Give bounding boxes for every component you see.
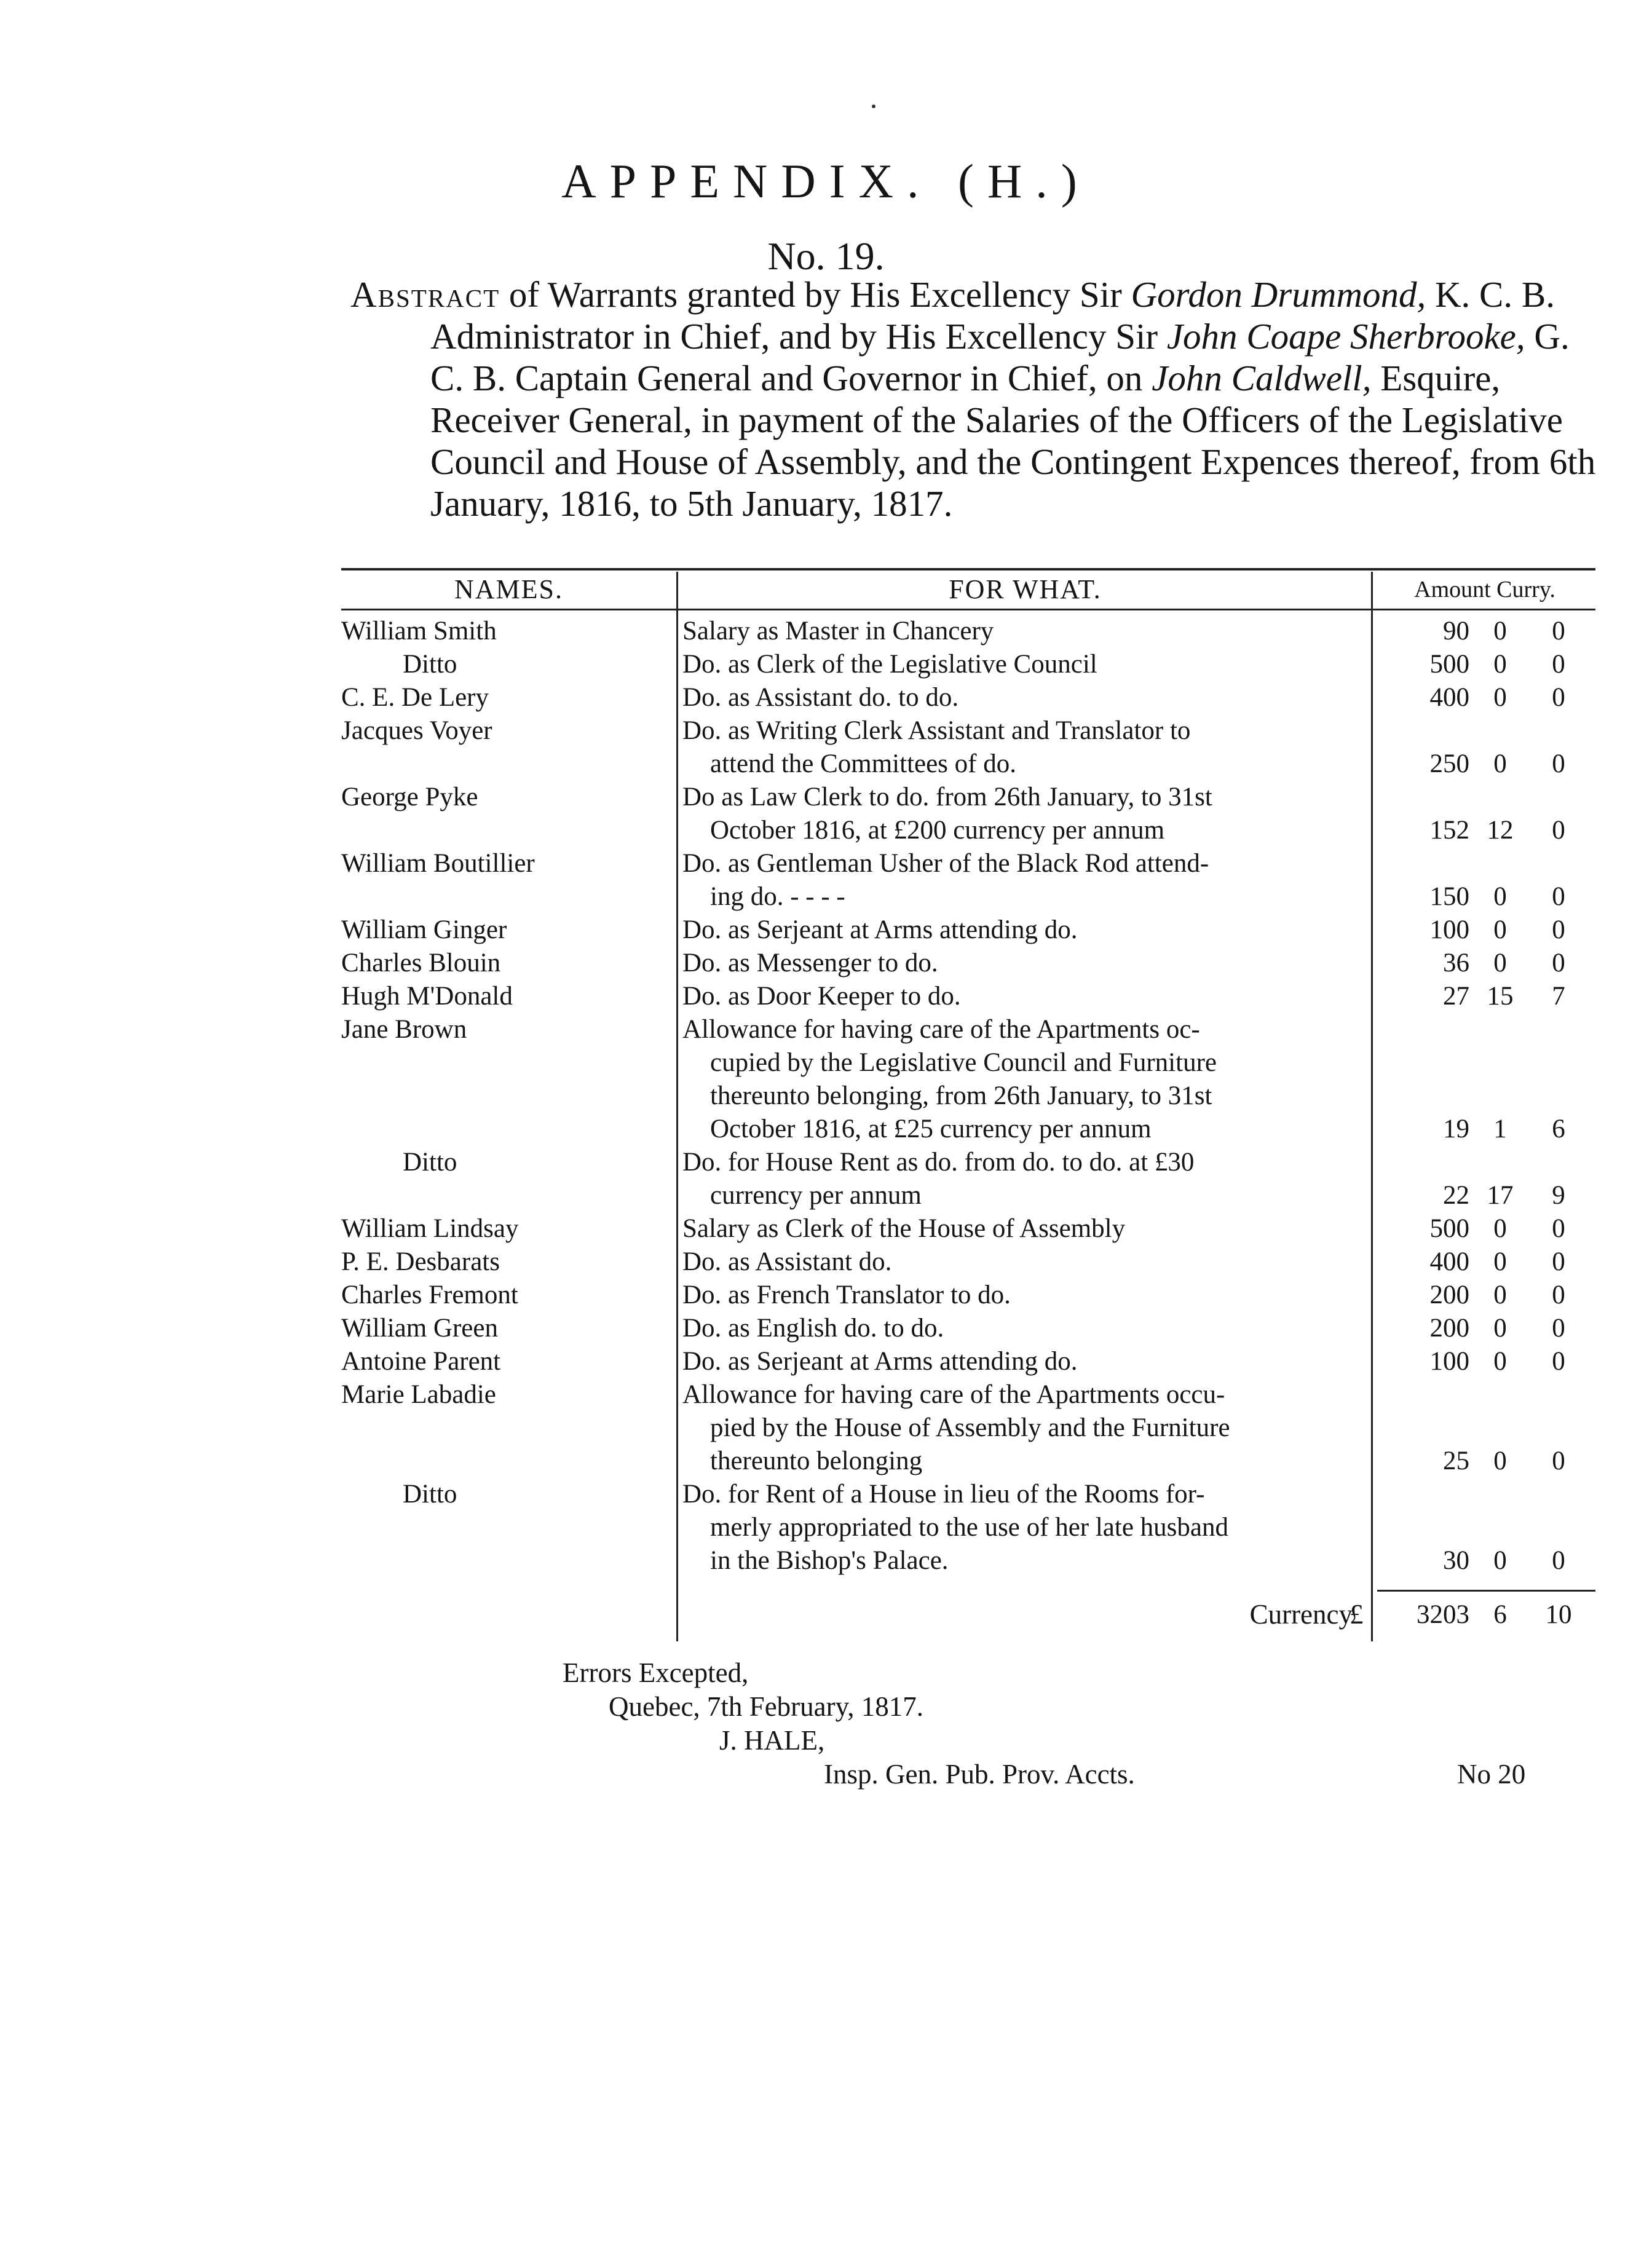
table-header-rule — [341, 609, 1595, 610]
row-description — [682, 947, 1368, 980]
row-description — [682, 1246, 1368, 1279]
description-line: October 1816, at £25 currency per annum — [710, 1115, 1152, 1143]
row-description — [682, 1212, 1368, 1246]
description-line: currency per annum — [710, 1181, 922, 1210]
row-description — [682, 1146, 1368, 1212]
signatory-title: Insp. Gen. Pub. Prov. Accts. — [824, 1759, 1135, 1790]
amount-pounds: 22 — [1443, 1181, 1469, 1210]
amount-shillings: 0 — [1493, 1546, 1507, 1575]
amount-shillings: 0 — [1493, 1247, 1507, 1276]
amount-pounds: 30 — [1443, 1546, 1469, 1575]
amount-pounds: 36 — [1443, 949, 1469, 977]
amount-pounds: 150 — [1429, 882, 1469, 911]
amount-shillings: 0 — [1493, 1281, 1507, 1309]
amount-pounds: 19 — [1443, 1115, 1469, 1143]
row-name: William Ginger — [341, 915, 507, 944]
description-line: Do as Law Clerk to do. from 26th January, to 31st — [682, 783, 1212, 811]
amount-pence: 9 — [1552, 1181, 1565, 1210]
amount-pounds: 152 — [1429, 816, 1469, 845]
amount-shillings: 15 — [1487, 982, 1514, 1011]
amount-shillings: 1 — [1493, 1115, 1507, 1143]
amount-pounds: 500 — [1429, 650, 1469, 679]
row-name: William Green — [341, 1314, 498, 1343]
abstract-paragraph — [350, 274, 1599, 524]
signatory: J. HALE, — [719, 1725, 825, 1756]
description-line: thereunto belonging, from 26th January, to 31st — [710, 1081, 1212, 1110]
row-name: Charles Fremont — [341, 1281, 518, 1309]
description-line: Do. as French Translator to do. — [682, 1281, 1011, 1309]
row-name: Marie Labadie — [341, 1380, 496, 1409]
amount-pounds: 400 — [1429, 683, 1469, 712]
description-line: Salary as Clerk of the House of Assembly — [682, 1214, 1126, 1243]
amount-pounds: 200 — [1429, 1281, 1469, 1309]
abstract-name-1: Gordon Drummond, — [1131, 274, 1426, 315]
amount-shillings: 12 — [1487, 816, 1514, 845]
abstract-text-1: of Warrants granted by His Excellency Sir — [500, 274, 1131, 315]
amount-shillings: 0 — [1493, 683, 1507, 712]
speck — [872, 105, 875, 108]
description-line: pied by the House of Assembly and the Furniture — [710, 1413, 1230, 1442]
row-description — [682, 615, 1368, 648]
abstract-name-3: John Caldwell, — [1152, 358, 1372, 398]
row-description — [682, 648, 1368, 681]
amount-shillings: 0 — [1493, 1314, 1507, 1343]
description-line: Do. as Serjeant at Arms attending do. — [682, 1347, 1078, 1376]
place-and-date: Quebec, 7th February, 1817. — [609, 1691, 923, 1722]
amount-shillings: 17 — [1487, 1181, 1514, 1210]
row-description — [682, 1478, 1368, 1577]
abstract-text-3: G. C. B. Captain General and Governor in Chief, on — [430, 316, 1570, 398]
amount-shillings: 0 — [1493, 650, 1507, 679]
column-divider-amount — [1371, 572, 1373, 1641]
amount-pence: 0 — [1552, 650, 1565, 679]
amount-pence: 0 — [1552, 1447, 1565, 1475]
row-description — [682, 980, 1368, 1013]
amount-pounds: 27 — [1443, 982, 1469, 1011]
amount-pence: 0 — [1552, 1314, 1565, 1343]
header-for-what: FOR WHAT. — [949, 574, 1102, 604]
row-name: Charles Blouin — [341, 949, 501, 977]
amount-pence: 0 — [1552, 617, 1565, 645]
amount-pence: 0 — [1552, 1247, 1565, 1276]
table-top-rule — [341, 568, 1595, 570]
row-description — [682, 681, 1368, 714]
row-name: Jane Brown — [341, 1015, 467, 1044]
page-title: APPENDIX. (H.) — [561, 154, 1091, 208]
description-line: Do. as Serjeant at Arms attending do. — [682, 915, 1078, 944]
amount-pence: 0 — [1552, 882, 1565, 911]
header-names: NAMES. — [454, 574, 564, 604]
amount-pounds: 200 — [1429, 1314, 1469, 1343]
amount-pence: 7 — [1552, 982, 1565, 1011]
row-description — [682, 1378, 1368, 1478]
amount-pence: 0 — [1552, 1281, 1565, 1309]
abstract-text-4: Esquire, Receiver General, in payment of the Salaries of the Officers of the Legislative Council and House of Assembly, and the Contingent Expences thereof, from 6th January, 1816, to 5th January, 1817. — [430, 358, 1596, 524]
amount-shillings: 0 — [1493, 617, 1507, 645]
amount-pounds: 500 — [1429, 1214, 1469, 1243]
description-line: Do. for Rent of a House in lieu of the Rooms for- — [682, 1480, 1205, 1509]
amount-pence: 6 — [1552, 1115, 1565, 1143]
row-name: P. E. Desbarats — [341, 1247, 500, 1276]
row-description — [682, 847, 1368, 914]
row-description — [682, 1013, 1368, 1146]
amount-pounds: 25 — [1443, 1447, 1469, 1475]
description-line: Salary as Master in Chancery — [682, 617, 994, 645]
row-name: George Pyke — [341, 783, 478, 811]
description-line: in the Bishop's Palace. — [710, 1546, 949, 1575]
amount-pence: 0 — [1552, 816, 1565, 845]
row-name: Ditto — [403, 1480, 457, 1509]
row-name: Jacques Voyer — [341, 716, 492, 745]
row-name: Hugh M'Donald — [341, 982, 513, 1011]
errors-excepted: Errors Excepted, — [563, 1657, 749, 1688]
row-name: Ditto — [403, 1148, 457, 1177]
amount-pounds: 250 — [1429, 749, 1469, 778]
amount-pounds: 100 — [1429, 915, 1469, 944]
amount-shillings: 0 — [1493, 1447, 1507, 1475]
row-description — [682, 714, 1368, 781]
row-description — [682, 1312, 1368, 1345]
row-description — [682, 1279, 1368, 1312]
abstract-text-2: K. C. B. Administrator in Chief, and by His Excellency Sir — [430, 274, 1555, 357]
row-description — [682, 914, 1368, 947]
document-number: No. 19. — [767, 234, 885, 278]
total-currency-sign: £ — [1350, 1599, 1364, 1630]
amount-pence: 0 — [1552, 949, 1565, 977]
description-line: ing do. - - - - — [710, 882, 845, 911]
catchword: No 20 — [1457, 1759, 1526, 1790]
header-amount: Amount Curry. — [1414, 577, 1555, 602]
abstract-lead: Abstract — [350, 274, 500, 315]
description-line: merly appropriated to the use of her late husband — [710, 1513, 1228, 1542]
row-name: William Lindsay — [341, 1214, 519, 1243]
description-line: Allowance for having care of the Apartments oc- — [682, 1015, 1200, 1044]
abstract-name-2: John Coape Sherbrooke, — [1166, 316, 1525, 357]
description-line: Do. for House Rent as do. from do. to do. at £30 — [682, 1148, 1195, 1177]
description-line: Do. as Clerk of the Legislative Council — [682, 650, 1097, 679]
row-description — [682, 1345, 1368, 1378]
amount-pence: 0 — [1552, 1546, 1565, 1575]
description-line: attend the Committees of do. — [710, 749, 1016, 778]
row-name: C. E. De Lery — [341, 683, 489, 712]
total-shillings: 6 — [1493, 1600, 1507, 1629]
amount-shillings: 0 — [1493, 1347, 1507, 1376]
amount-pence: 0 — [1552, 1214, 1565, 1243]
description-line: Do. as Assistant do. — [682, 1247, 892, 1276]
amount-pence: 0 — [1552, 683, 1565, 712]
description-line: Do. as Door Keeper to do. — [682, 982, 961, 1011]
amount-pounds: 400 — [1429, 1247, 1469, 1276]
description-line: Do. as Writing Clerk Assistant and Translator to — [682, 716, 1191, 745]
amount-pounds: 90 — [1443, 617, 1469, 645]
row-name: Antoine Parent — [341, 1347, 501, 1376]
description-line: cupied by the Legislative Council and Furniture — [710, 1048, 1217, 1077]
total-label: Currency — [1249, 1599, 1353, 1630]
description-line: Allowance for having care of the Apartments occu- — [682, 1380, 1225, 1409]
total-pounds: 3203 — [1417, 1600, 1469, 1629]
amount-shillings: 0 — [1493, 949, 1507, 977]
description-line: Do. as Gentleman Usher of the Black Rod attend- — [682, 849, 1209, 878]
amount-pence: 0 — [1552, 749, 1565, 778]
total-rule — [1377, 1590, 1595, 1592]
row-name: Ditto — [403, 650, 457, 679]
description-line: Do. as Assistant do. to do. — [682, 683, 959, 712]
description-line: thereunto belonging — [710, 1447, 923, 1475]
amount-shillings: 0 — [1493, 882, 1507, 911]
amount-shillings: 0 — [1493, 749, 1507, 778]
amount-pence: 0 — [1552, 1347, 1565, 1376]
amount-pence: 0 — [1552, 915, 1565, 944]
total-pence: 10 — [1545, 1600, 1572, 1629]
row-name: William Smith — [341, 617, 497, 645]
description-line: October 1816, at £200 currency per annum — [710, 816, 1165, 845]
row-name: William Boutillier — [341, 849, 535, 878]
amount-shillings: 0 — [1493, 915, 1507, 944]
amount-shillings: 0 — [1493, 1214, 1507, 1243]
amount-pounds: 100 — [1429, 1347, 1469, 1376]
description-line: Do. as Messenger to do. — [682, 949, 938, 977]
description-line: Do. as English do. to do. — [682, 1314, 944, 1343]
row-description — [682, 781, 1368, 847]
